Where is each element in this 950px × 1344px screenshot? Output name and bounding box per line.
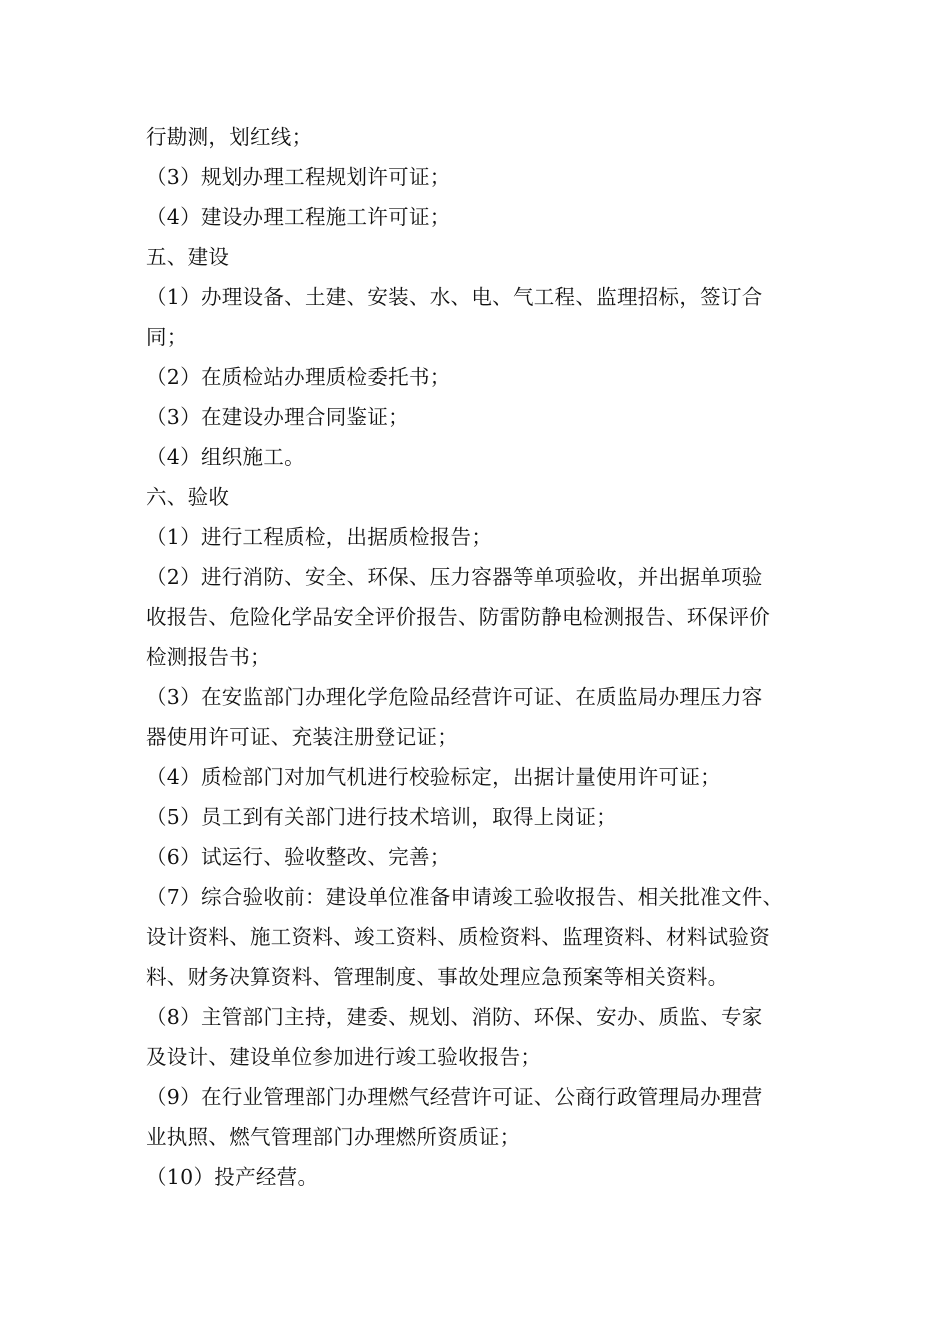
text-line: 检测报告书； bbox=[146, 645, 271, 669]
section-heading-acceptance: 六、验收 bbox=[146, 485, 230, 509]
list-item: （9）在行业管理部门办理燃气经营许可证、公商行政管理局办理营 bbox=[146, 1085, 763, 1109]
list-item: （2）进行消防、安全、环保、压力容器等单项验收，并出据单项验 bbox=[146, 565, 763, 589]
list-item: （6）试运行、验收整改、完善； bbox=[146, 845, 451, 869]
list-item: （3）在建设办理合同鉴证； bbox=[146, 405, 409, 429]
text-line: 同； bbox=[146, 325, 188, 349]
text-line: 行勘测，划红线； bbox=[146, 125, 313, 149]
list-item: （4）组织施工。 bbox=[146, 445, 305, 469]
text-line: 业执照、燃气管理部门办理燃所资质证； bbox=[146, 1125, 521, 1149]
list-item: （3）在安监部门办理化学危险品经营许可证、在质监局办理压力容 bbox=[146, 685, 763, 709]
list-item: （1）进行工程质检，出据质检报告； bbox=[146, 525, 493, 549]
list-item: （1）办理设备、土建、安装、水、电、气工程、监理招标，签订合 bbox=[146, 285, 763, 309]
list-item: （10）投产经营。 bbox=[146, 1165, 319, 1189]
list-item: （5）员工到有关部门进行技术培训，取得上岗证； bbox=[146, 805, 617, 829]
list-item: （4）建设办理工程施工许可证； bbox=[146, 205, 451, 229]
text-line: 器使用许可证、充装注册登记证； bbox=[146, 725, 458, 749]
list-item: （8）主管部门主持，建委、规划、消防、环保、安办、质监、专家 bbox=[146, 1005, 763, 1029]
document-page bbox=[146, 117, 816, 1197]
list-item: （4）质检部门对加气机进行校验标定，出据计量使用许可证； bbox=[146, 765, 721, 789]
list-item: （7）综合验收前：建设单位准备申请竣工验收报告、相关批准文件、 bbox=[146, 885, 784, 909]
text-line: 及设计、建设单位参加进行竣工验收报告； bbox=[146, 1045, 542, 1069]
text-line: 设计资料、施工资料、竣工资料、质检资料、监理资料、材料试验资 bbox=[146, 925, 770, 949]
list-item: （2）在质检站办理质检委托书； bbox=[146, 365, 451, 389]
text-line: 收报告、危险化学品安全评价报告、防雷防静电检测报告、环保评价 bbox=[146, 605, 770, 629]
text-line: 料、财务决算资料、管理制度、事故处理应急预案等相关资料。 bbox=[146, 965, 729, 989]
section-heading-construction: 五、建设 bbox=[146, 245, 230, 269]
list-item: （3）规划办理工程规划许可证； bbox=[146, 165, 451, 189]
